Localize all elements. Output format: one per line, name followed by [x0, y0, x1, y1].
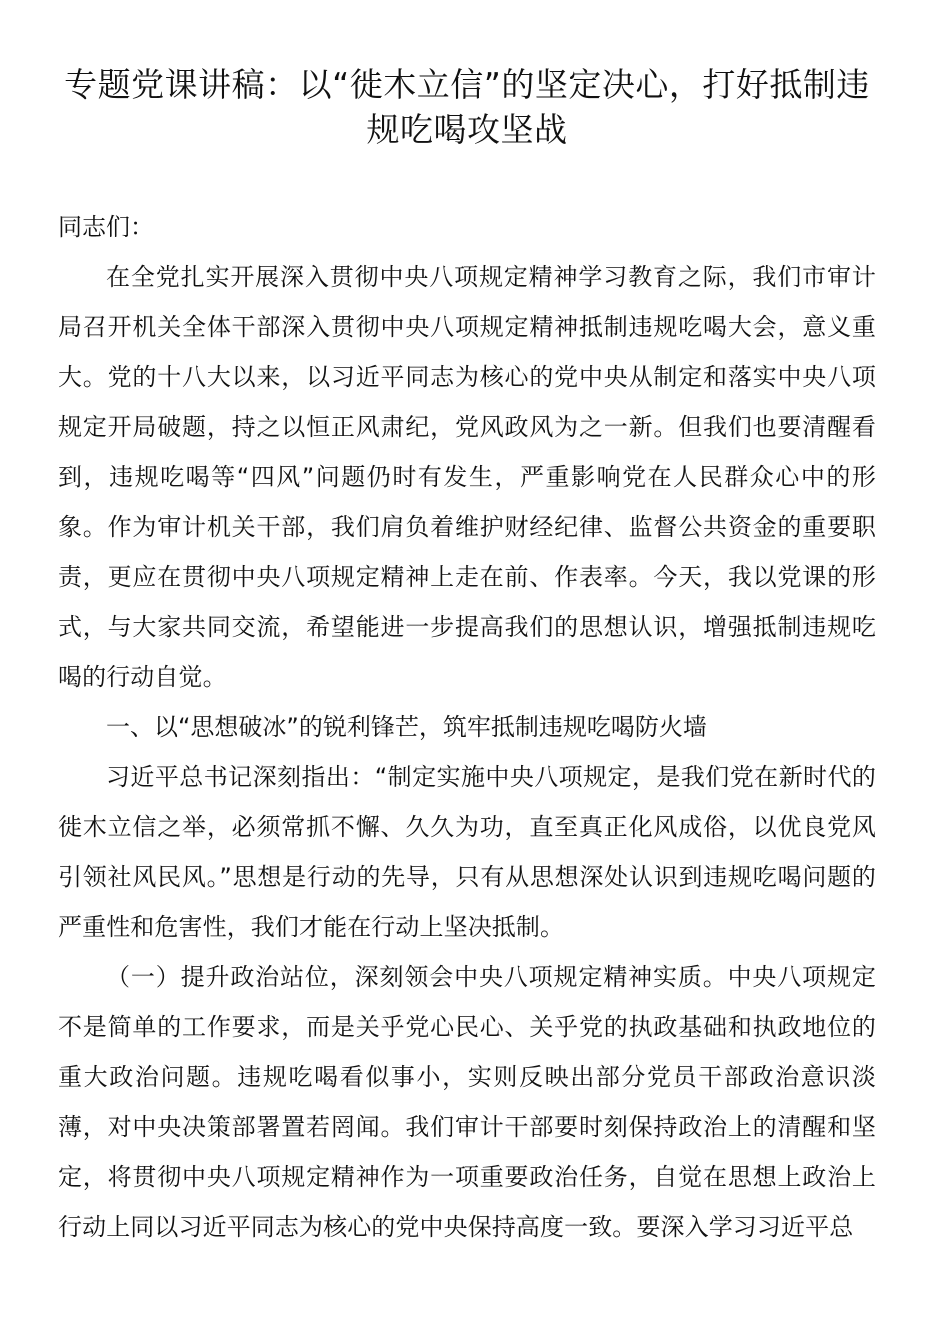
paragraph-subsection-1: （一）提升政治站位，深刻领会中央八项规定精神实质。中央八项规定不是简单的工作要求，而是关乎党心民心、关乎党的执政基础和执政地位的重大政治问题。违规吃喝看似事小，实则反映出部分党员干部政治意识淡薄，对中央决策部署置若罔闻。我们审计干部要时刻保持政治上的清醒和坚定，将贯彻中央八项规定精神作为一项重要政治任务，自觉在思想上政治上行动上同以习近平同志为核心的党中央保持高度一致。要深入学习习近平总	[58, 963, 876, 1241]
paragraph-intro: 在全党扎实开展深入贯彻中央八项规定精神学习教育之际，我们市审计局召开机关全体干部深入贯彻中央八项规定精神抵制违规吃喝大会，意义重大。党的十八大以来，以习近平同志为核心的党中央从制定和落实中央八项规定开局破题，持之以恒正风肃纪，党风政风为之一新。但我们也要清醒看到，违规吃喝等“四风”问题仍时有发生，严重影响党在人民群众心中的形象。作为审计机关干部，我们肩负着维护财经纪律、监督公共资金的重要职责，更应在贯彻中央八项规定精神上走在前、作表率。今天，我以党课的形式，与大家共同交流，希望能进一步提高我们的思想认识，增强抵制违规吃喝的行动自觉。	[58, 263, 876, 691]
document-title: 专题党课讲稿：以“徙木立信”的坚定决心，打好抵制违规吃喝攻坚战	[64, 65, 870, 149]
paragraph-quote: 习近平总书记深刻指出：“制定实施中央八项规定，是我们党在新时代的徙木立信之举，必须常抓不懈、久久为功，直至真正化风成俗，以优良党风引领社风民风。”思想是行动的先导，只有从思想深处认识到违规吃喝问题的严重性和危害性，我们才能在行动上坚决抵制。	[58, 763, 876, 941]
section-heading-1: 一、以“思想破冰”的锐利锋芒，筑牢抵制违规吃喝防火墙	[106, 713, 707, 741]
salutation: 同志们：	[58, 213, 154, 241]
